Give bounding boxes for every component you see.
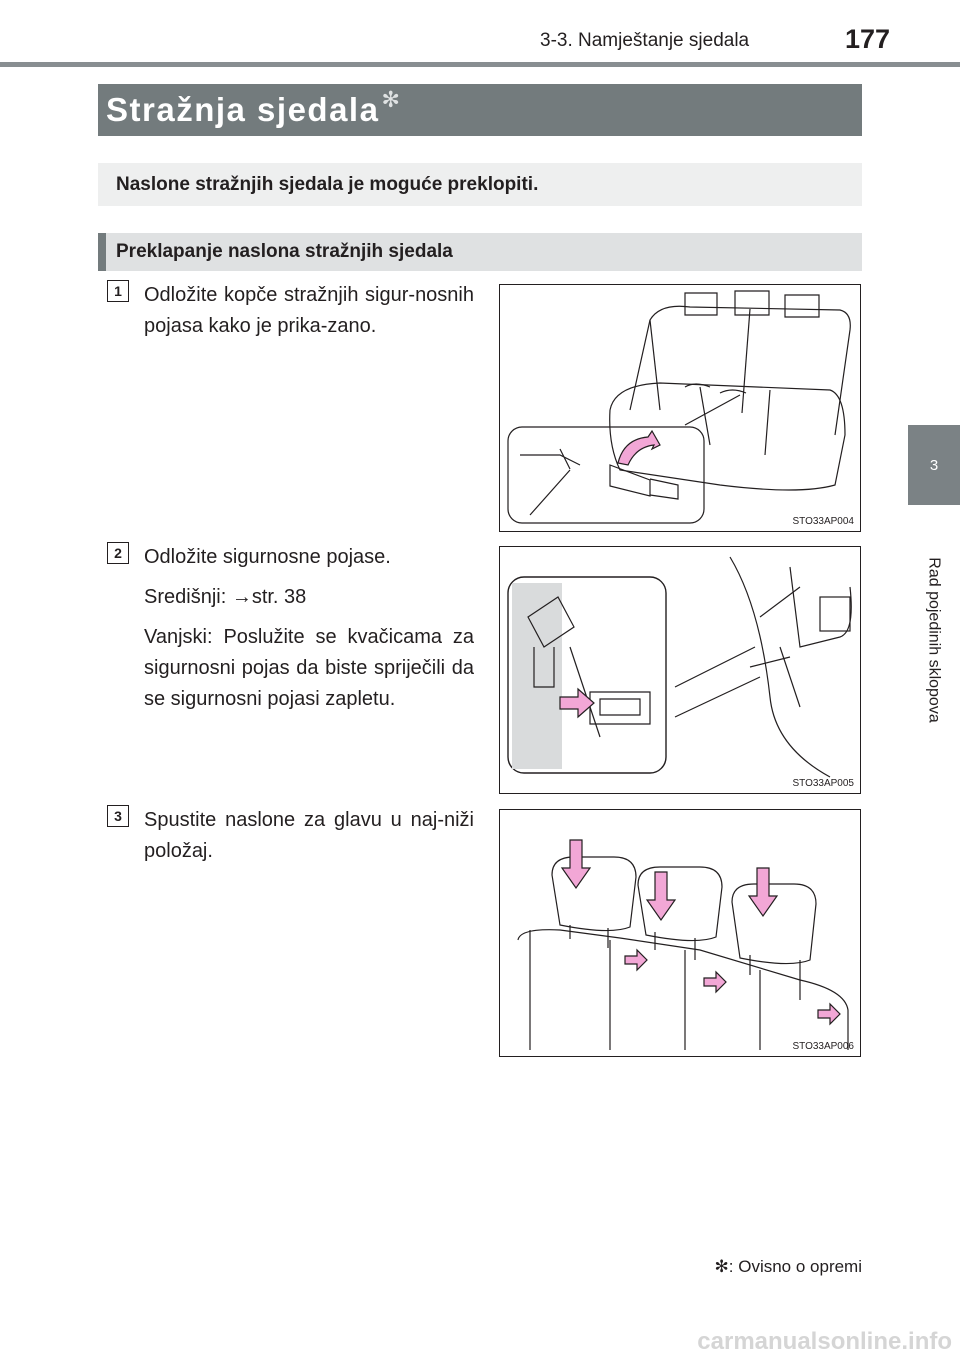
chapter-label <box>908 510 960 770</box>
header-divider <box>0 62 960 67</box>
chapter-number: 3 <box>929 456 939 474</box>
page-title-bar <box>98 84 862 136</box>
step-2-paragraph: Odložite sigurnosne pojase. <box>144 546 391 568</box>
headrests-illustration <box>500 810 860 1056</box>
step-number-3: 3 <box>107 805 129 827</box>
figure-code: STO33AP005 <box>792 778 854 789</box>
subheading-bar <box>98 233 862 271</box>
step-3-paragraph: Spustite naslone za glavu u naj-niži položaj. <box>144 809 474 862</box>
arrow-icon <box>625 950 647 970</box>
figure-headrests <box>499 809 861 1057</box>
intro-box <box>98 163 862 206</box>
subheading: Preklapanje naslona stražnjih sjedala <box>116 241 453 262</box>
arrow-icon <box>618 431 660 465</box>
step-1-paragraph: Odložite kopče stražnjih sigur-nosnih pojasa kako je prika-zano. <box>144 284 474 337</box>
seatbelt-hook-illustration <box>500 547 860 793</box>
step-text-1 <box>144 280 474 351</box>
rear-seat-buckle-illustration <box>500 285 860 531</box>
arrow-icon <box>704 972 726 992</box>
down-arrow-icon <box>749 868 777 916</box>
step-text-2 <box>144 542 474 724</box>
figure-code: STO33AP004 <box>792 516 854 527</box>
chapter-label-text: Rad pojedinih sklopova <box>926 557 944 723</box>
step-number-1: 1 <box>107 280 129 302</box>
page-number: 177 <box>845 24 891 54</box>
watermark: carmanualsonline.info <box>697 1328 952 1355</box>
step-2-paragraph: Središnji: →str. 38 <box>144 586 307 608</box>
footnote: ✻: Ovisno o opremi <box>714 1257 862 1276</box>
figure-seatbelt-hooks <box>499 546 861 794</box>
asterisk-icon: ✻ <box>381 87 400 112</box>
down-arrow-icon <box>647 872 675 920</box>
step-text-3 <box>144 805 474 876</box>
page-title: Stražnja sjedala <box>106 91 380 128</box>
arrow-icon <box>818 1004 840 1024</box>
chapter-tab <box>908 425 960 505</box>
step-number-2: 2 <box>107 542 129 564</box>
down-arrow-icon <box>562 840 590 888</box>
step-2-paragraph: Vanjski: Poslužite se kvačicama za sigurnosni pojas da biste spriječili da se sigurnosni pojasi zapletu. <box>144 626 474 710</box>
section-title: 3-3. Namještanje sjedala <box>540 30 750 51</box>
intro-text: Naslone stražnjih sjedala je moguće preklopiti. <box>116 173 539 195</box>
figure-seat-buckles <box>499 284 861 532</box>
figure-code: STO33AP006 <box>792 1041 854 1052</box>
